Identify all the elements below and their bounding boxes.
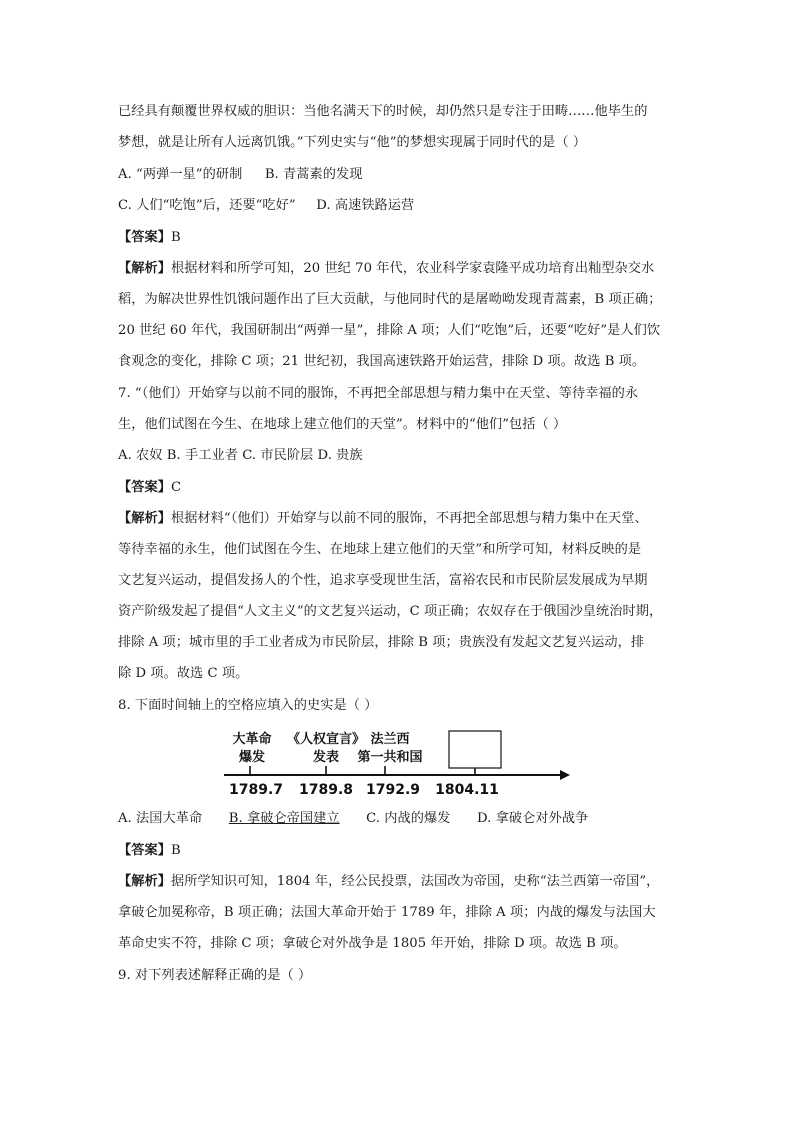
q7-analysis-line5: 排除 A 项；城市里的手工业者成为市民阶层，排除 B 项；贵族没有发起文艺复兴运动，排 — [118, 635, 645, 650]
q6-options-row1 — [118, 166, 362, 184]
q8-answer-tag: 【答案】 — [118, 843, 171, 858]
q8-analysis-line1: 【解析】据所学知识可知，1804 年，经公民投票，法国改为帝国，史称“法兰西第一帝国”， — [118, 874, 660, 889]
timeline-event2-line1: 《人权宣言》 — [286, 732, 366, 747]
q6-answer-value: B — [170, 230, 181, 245]
q8-option-a: A. 法国大革命 — [118, 811, 203, 826]
timeline-date-1: 1789.7 — [228, 782, 284, 798]
q7-stem-line2: 生，他们试图在今生、在地球上建立他们的天堂”。材料中的“他们”包括（ ） — [118, 417, 567, 432]
q6-analysis-line4: 食观念的变化，排除 C 项；21 世纪初，我国高速铁路开始运营，排除 D 项。故选 B 项。 — [118, 354, 646, 369]
q8-analysis-line3: 革命史实不符，排除 C 项；拿破仑对外战争是 1805 年开始，排除 D 项。故选 B 项。 — [118, 936, 627, 951]
q6-analysis-tag: 【解析】 — [118, 261, 171, 276]
q6-answer — [118, 229, 181, 247]
q8-timeline — [222, 728, 572, 800]
q6-analysis-line3: 20 世纪 60 年代，我国研制出“两弹一星”，排除 A 项；人们“吃饱”后，还要“吃好”是人们饮 — [118, 323, 661, 338]
q6-stem-line1: 已经具有颠覆世界权威的胆识：当他名满天下的时候，却仍然只是专注于田畴……他毕生的 — [118, 104, 648, 119]
q7-analysis-line3: 文艺复兴运动，提倡发扬人的个性，追求享受现世生活，富裕农民和市民阶层发展成为早期 — [118, 573, 648, 588]
q7-analysis-line2: 等待幸福的永生，他们试图在今生、在地球上建立他们的天堂”和所学可知，材料反映的是 — [118, 542, 642, 557]
q6-option-b: B. 青蒿素的发现 — [264, 167, 363, 182]
q7-answer-value: C — [170, 480, 182, 495]
q8-option-c: C. 内战的爆发 — [366, 811, 451, 826]
timeline-date-2: 1789.8 — [298, 782, 354, 798]
q6-stem-line2: 梦想，就是让所有人远离饥饿。”下列史实与“他”的梦想实现属于同时代的是（ ） — [118, 135, 587, 150]
q6-option-a: A. “两弹一星”的研制 — [118, 167, 243, 182]
q8-stem: 8. 下面时间轴上的空格应填入的史实是（ ） — [118, 698, 378, 713]
q7-analysis-tag: 【解析】 — [118, 511, 171, 526]
q6-option-d: D. 高速铁路运营 — [316, 198, 415, 213]
timeline-date-4: 1804.11 — [435, 782, 499, 798]
q6-option-c: C. 人们“吃饱”后，还要“吃好” — [118, 198, 296, 213]
q6-options-row2 — [118, 197, 414, 215]
q6-answer-tag: 【答案】 — [118, 230, 171, 245]
q8-answer — [118, 842, 181, 860]
q8-option-b: B. 拿破仑帝国建立 — [228, 811, 340, 826]
timeline-event3-line1: 法兰西 — [370, 732, 410, 747]
q7-stem-line1: 7. “（他们）开始穿与以前不同的服饰，不再把全部思想与精力集中在天堂、等待幸福的永 — [118, 386, 639, 401]
q8-answer-value: B — [170, 843, 181, 858]
q7-analysis-line6: 除 D 项。故选 C 项。 — [118, 666, 249, 681]
q8-option-d: D. 拿破仑对外战争 — [476, 811, 589, 826]
q8-options — [118, 810, 588, 828]
timeline-event3-line2: 第一共和国 — [357, 750, 423, 765]
timeline-arrow-icon — [560, 770, 570, 780]
q7-analysis-line4: 资产阶级发起了提倡“人文主义”的文艺复兴运动，C 项正确；农奴存在于俄国沙皇统治时期， — [118, 604, 663, 619]
q7-answer-tag: 【答案】 — [118, 480, 171, 495]
timeline-date-3: 1792.9 — [365, 782, 421, 798]
q9-stem: 9. 对下列表述解释正确的是（ ） — [118, 968, 312, 983]
timeline-event1-line1: 大革命 — [232, 732, 272, 747]
q6-analysis-line2: 稻，为解决世界性饥饿问题作出了巨大贡献，与他同时代的是屠呦呦发现青蒿素，B 项正确； — [118, 292, 662, 307]
q7-answer — [118, 479, 181, 497]
timeline-event1-line2: 爆发 — [238, 750, 266, 765]
q7-options: A. 农奴 B. 手工业者 C. 市民阶层 D. 贵族 — [118, 448, 363, 463]
q7-analysis-line1: 【解析】根据材料“（他们）开始穿与以前不同的服饰，不再把全部思想与精力集中在天堂、 — [118, 511, 648, 526]
q6-analysis-line1: 【解析】根据材料和所学可知，20 世纪 70 年代，农业科学家袁隆平成功培育出籼型杂交水 — [118, 261, 655, 276]
q8-analysis-tag: 【解析】 — [118, 874, 171, 889]
timeline-event2-line2: 发表 — [312, 750, 340, 765]
q8-analysis-line2: 拿破仑加冕称帝，B 项正确；法国大革命开始于 1789 年，排除 A 项；内战的爆发与法国大 — [118, 905, 656, 920]
timeline-blank-box — [449, 731, 501, 768]
